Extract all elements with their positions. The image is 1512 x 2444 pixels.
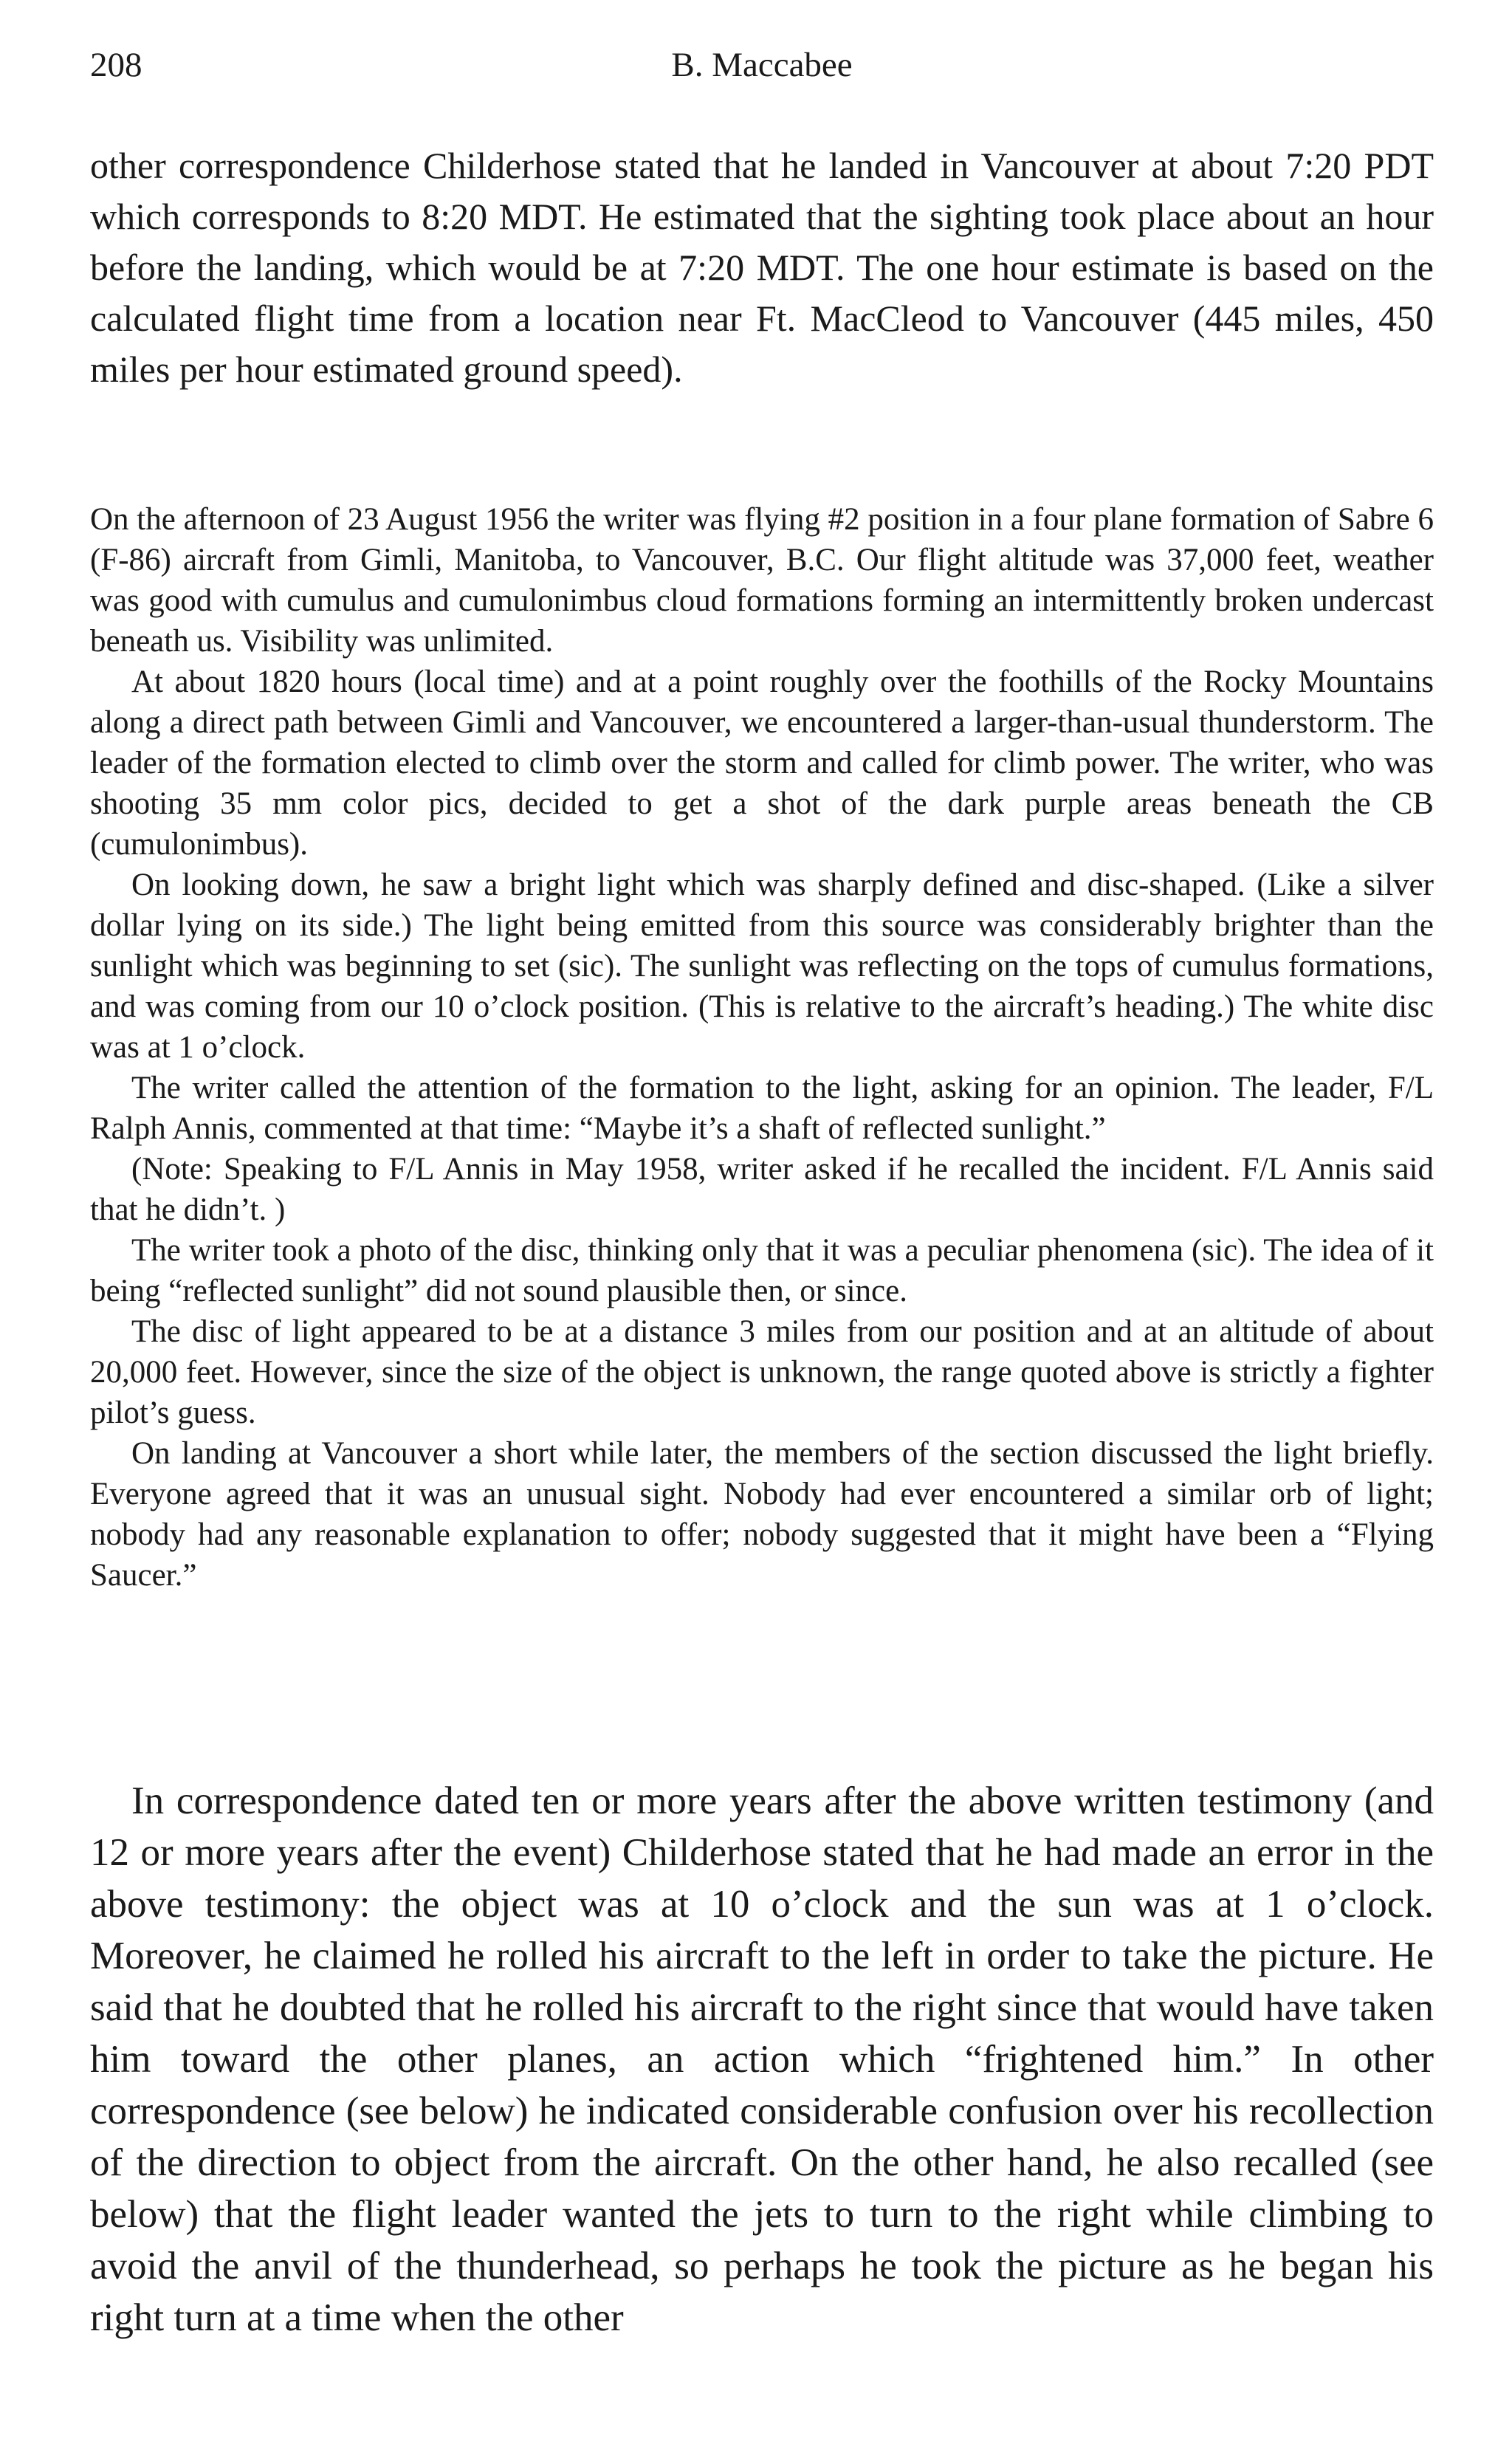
quote-paragraph: (Note: Speaking to F/L Annis in May 1958, writer asked if he recalled the incident. F/L Annis said that he didn’t. ) — [90, 1152, 1434, 1227]
quote-paragraph: On looking down, he saw a bright light which was sharply defined and disc-shaped. (Like a silver dollar lying on its side.) The light being emitted from this source was considerably brighter than the sunlight which was beginning to set (sic). The sunlight was reflecting on the tops of cumulus formations, and was coming from our 10 o’clock position. (This is relative to the aircraft’s heading.) The white disc was at 1 o’clock. — [90, 868, 1434, 1065]
running-title: B. Maccabee — [671, 46, 853, 84]
closing-paragraph: In correspondence dated ten or more years after the above written testimony (and 12 or more years after the event) Childerhose stated that he had made an error in the above testimony: the object was at 10 o’clock and the sun was at 1 o’clock. Moreover, he claimed he rolled his aircraft to the left in order to take the picture. He said that he doubted that he rolled his aircraft to the right since that would have taken him toward the other planes, an action which “frightened him.” In other correspondence (see below) he indicated considerable confusion over his recollection of the direction to object from the aircraft. On the other hand, he also recalled (see below) that the flight leader wanted the jets to turn to the right while climbing to avoid the anvil of the thunderhead, so perhaps he took the picture as he began his right turn at a time when the other — [90, 1779, 1434, 2339]
running-head — [90, 43, 1434, 87]
quote-paragraph: At about 1820 hours (local time) and at a point roughly over the foothills of the Rocky Mountains along a direct path between Gimli and Vancouver, we encountered a larger-than-usual thunderstorm. The leader of the formation elected to climb over the storm and called for climb power. The writer, who was shooting 35 mm color pics, decided to get a shot of the dark purple areas beneath the CB (cumulonimbus). — [90, 665, 1434, 862]
block-quote-testimony — [90, 499, 1434, 1596]
page-number: 208 — [90, 46, 142, 84]
quote-paragraph: The disc of light appeared to be at a distance 3 miles from our position and at an altitude of about 20,000 feet. However, since the size of the object is unknown, the range quoted above is strictly a fighter pilot’s guess. — [90, 1314, 1434, 1430]
quote-paragraph: The writer took a photo of the disc, thinking only that it was a peculiar phenomena (sic). The idea of it being “reflected sunlight” did not sound plausible then, or since. — [90, 1233, 1434, 1308]
quote-paragraph: On landing at Vancouver a short while later, the members of the section discussed the light briefly. Everyone agreed that it was an unusual sight. Nobody had ever encountered a similar orb of light; nobody had any reasonable explanation to offer; nobody suggested that it might have been a “Flying Saucer.” — [90, 1436, 1434, 1593]
quote-paragraph: On the afternoon of 23 August 1956 the writer was flying #2 position in a four plane formation of Sabre 6 (F-86) aircraft from Gimli, Manitoba, to Vancouver, B.C. Our flight altitude was 37,000 feet, weather was good with cumulus and cumulonimbus cloud formations forming an intermittently broken undercast beneath us. Visibility was unlimited. — [90, 502, 1434, 659]
quote-paragraph: The writer called the attention of the formation to the light, asking for an opinion. The leader, F/L Ralph Annis, commented at that time: “Maybe it’s a shaft of reflected sunlight.” — [90, 1071, 1434, 1146]
intro-paragraph: other correspondence Childerhose stated that he landed in Vancouver at about 7:20 PDT which corresponds to 8:20 MDT. He estimated that the sighting took place about an hour before the landing, which would be at 7:20 MDT. The one hour estimate is based on the calculated flight time from a location near Ft. MacCleod to Vancouver (445 miles, 450 miles per hour estimated ground speed). — [90, 145, 1434, 390]
